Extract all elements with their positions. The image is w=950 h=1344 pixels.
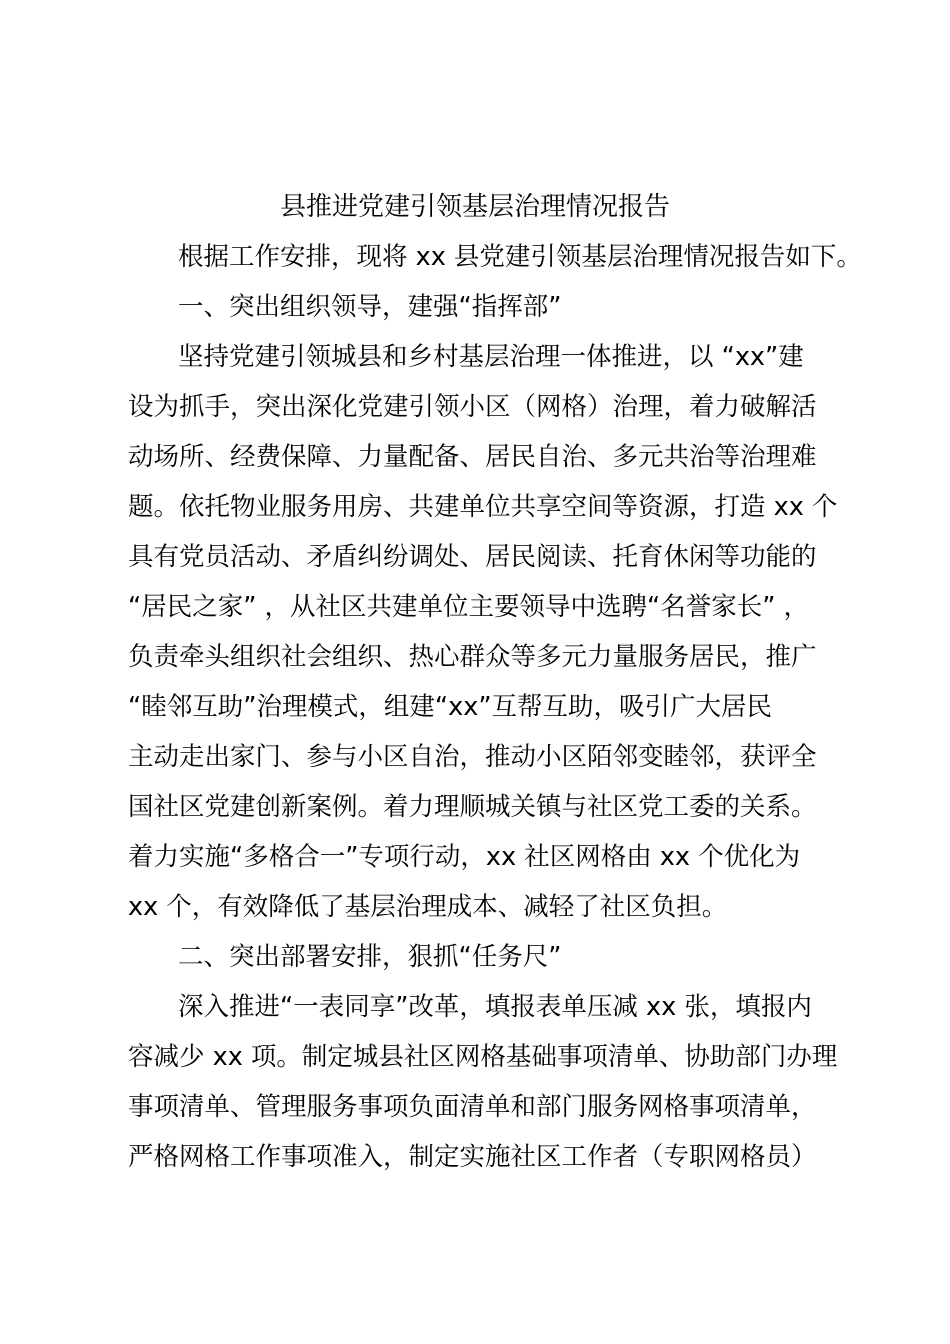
intro-paragraph: 根据工作安排，现将 xx 县党建引领基层治理情况报告如下。 [178,242,862,272]
paragraph-line: 事项清单、管理服务事项负面清单和部门服务网格事项清单， [128,1092,817,1122]
paragraph-line: 负责牵头组织社会组织、热心群众等多元力量服务居民，推广 [128,642,817,672]
document-title: 县推进党建引领基层治理情况报告 [279,192,670,222]
section-heading-1: 一、突出组织领导，建强“指挥部” [178,292,562,322]
paragraph-line: 着力实施“多格合一”专项行动，xx 社区网格由 xx 个优化为 [128,842,801,872]
paragraph-line: 容减少 xx 项。制定城县社区网格基础事项清单、协助部门办理 [128,1042,838,1072]
paragraph-line: “睦邻互助”治理模式，组建“xx”互帮互助，吸引广大居民 [128,692,773,722]
paragraph-line: 动场所、经费保障、力量配备、居民自治、多元共治等治理难 [128,442,817,472]
paragraph-line: 题。依托物业服务用房、共建单位共享空间等资源，打造 xx 个 [128,492,838,522]
paragraph-line: 坚持党建引领城县和乡村基层治理一体推进，以 “xx”建 [178,342,804,372]
paragraph-line: 具有党员活动、矛盾纠纷调处、居民阅读、托育休闲等功能的 [128,542,817,572]
section-heading-2: 二、突出部署安排，狠抓“任务尺” [178,942,562,972]
paragraph-line: xx 个，有效降低了基层治理成本、减轻了社区负担。 [128,892,728,922]
paragraph-line: “居民之家” ，从社区共建单位主要领导中选聘“名誉家长” ， [128,592,810,622]
paragraph-line: 主动走出家门、参与小区自治，推动小区陌邻变睦邻，获评全 [128,742,817,772]
paragraph-line: 严格网格工作事项准入，制定实施社区工作者（专职网格员） [128,1142,817,1172]
paragraph-line: 深入推进“一表同享”改革，填报表单压减 xx 张，填报内 [178,992,812,1022]
paragraph-line: 设为抓手，突出深化党建引领小区（网格）治理，着力破解活 [128,392,817,422]
paragraph-line: 国社区党建创新案例。着力理顺城关镇与社区党工委的关系。 [128,792,817,822]
